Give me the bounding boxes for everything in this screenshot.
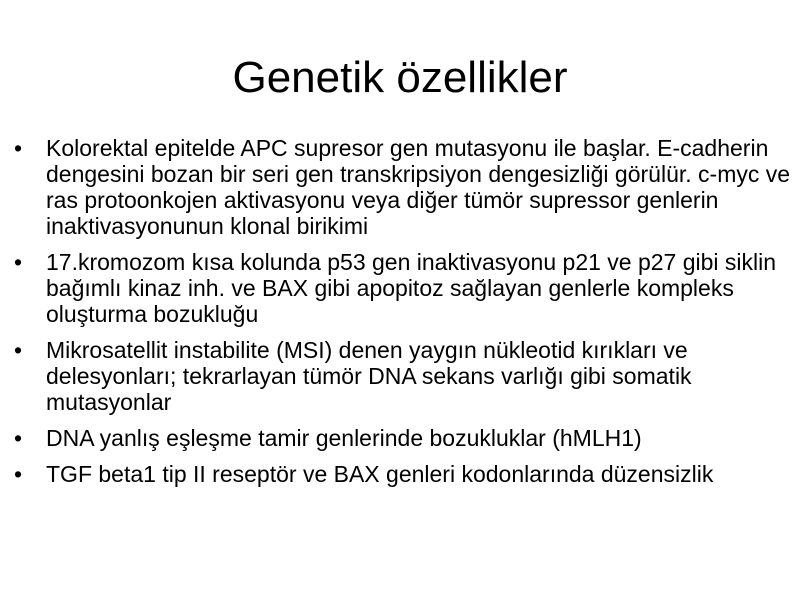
bullet-text: Kolorektal epitelde APC supresor gen mutasyonu ile başlar. E-cadherin dengesini bozan bir seri gen transkripsiyon dengesizliği görülür. c-myc ve ras protoonkojen aktivasyonu veya diğer tümör supressor genlerin inaktivasyonunun klonal birikimi (46, 135, 791, 239)
bullet-item-4 (12, 425, 792, 451)
slide-title: Genetik özellikler (232, 53, 568, 102)
bullet-icon: • (14, 461, 23, 487)
bullet-icon: • (14, 249, 23, 275)
bullet-text: 17.kromozom kısa kolunda p53 gen inaktivasyonu p21 ve p27 gibi siklin bağımlı kinaz inh. ve BAX gibi apopitoz sağlayan genlerle kompleks oluşturma bozukluğu (46, 249, 777, 327)
bullet-item-3 (12, 337, 792, 415)
bullet-icon: • (14, 135, 23, 161)
bullet-item-2 (12, 249, 792, 327)
bullet-icon: • (14, 425, 23, 451)
bullet-list (12, 135, 792, 497)
bullet-item-1 (12, 135, 792, 239)
bullet-text: TGF beta1 tip II reseptör ve BAX genleri kodonlarında düzensizlik (46, 461, 714, 487)
bullet-item-5 (12, 461, 792, 487)
bullet-text: DNA yanlış eşleşme tamir genlerinde bozukluklar (hMLH1) (46, 425, 642, 451)
bullet-text: Mikrosatellit instabilite (MSI) denen yaygın nükleotid kırıkları ve delesyonları; tekrarlayan tümör DNA sekans varlığı gibi somatik mutasyonlar (46, 337, 692, 415)
bullet-icon: • (14, 337, 23, 363)
